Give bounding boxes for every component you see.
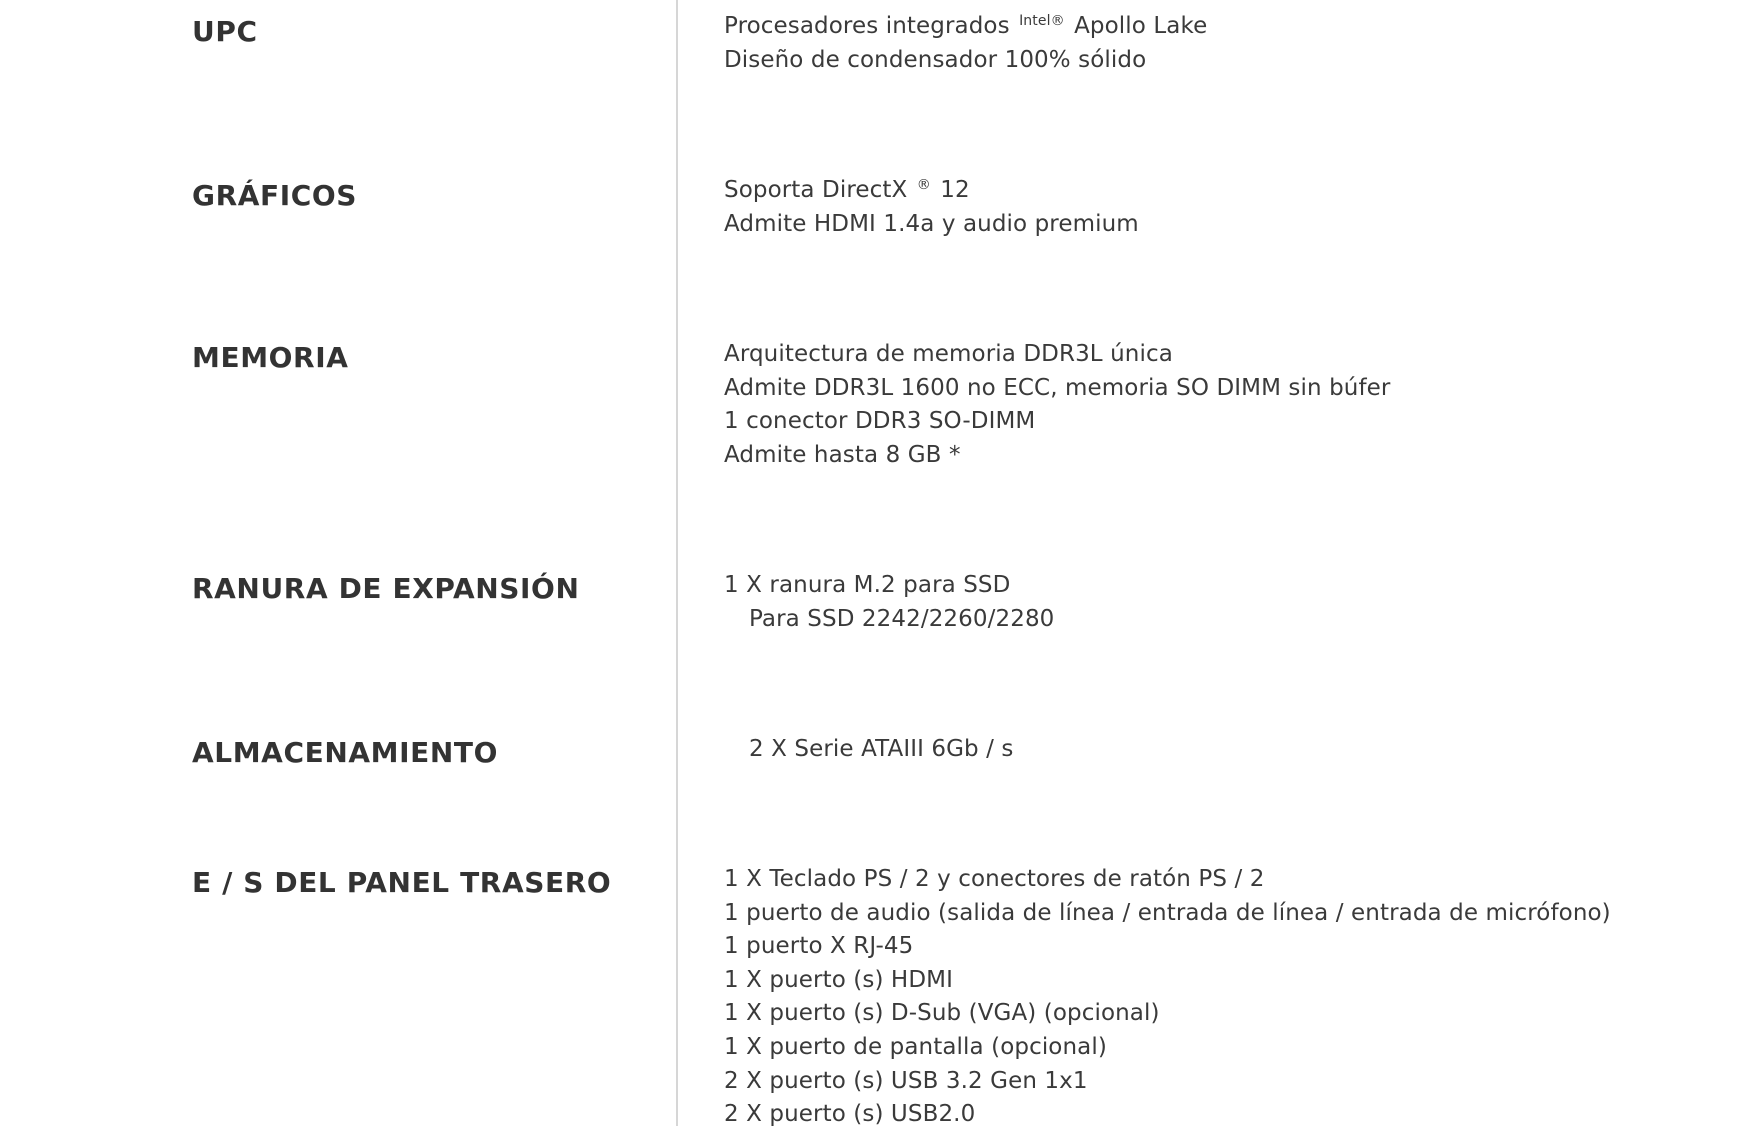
spec-label: UPC bbox=[192, 15, 258, 48]
spec-text: Apollo Lake bbox=[1066, 13, 1208, 39]
spec-line: 1 puerto de audio (salida de línea / entrada de línea / entrada de micrófono) bbox=[724, 899, 1611, 926]
spec-line: 2 X Serie ATAIII 6Gb / s bbox=[749, 736, 1014, 762]
spec-line: Arquitectura de memoria DDR3L única bbox=[724, 341, 1173, 367]
spec-lines bbox=[724, 863, 1611, 1132]
spec-line: 2 X puerto (s) USB 3.2 Gen 1x1 bbox=[724, 1067, 1088, 1094]
spec-line: 2 X puerto (s) USB2.0 bbox=[724, 1101, 976, 1128]
spec-lines bbox=[724, 10, 1207, 77]
spec-line: 1 X Teclado PS / 2 y conectores de ratón PS / 2 bbox=[724, 866, 1265, 892]
spec-lines bbox=[724, 338, 1390, 472]
spec-line bbox=[724, 10, 1207, 44]
column-divider bbox=[676, 0, 678, 1126]
spec-line: Diseño de condensador 100% sólido bbox=[724, 46, 1147, 73]
spec-line: 1 puerto X RJ-45 bbox=[724, 933, 914, 960]
spec-label: E / S DEL PANEL TRASERO bbox=[192, 866, 612, 899]
spec-lines bbox=[724, 174, 1139, 241]
spec-label: GRÁFICOS bbox=[192, 179, 358, 212]
spec-text: 12 bbox=[932, 177, 970, 203]
trademark-superscript: Intel® bbox=[1019, 13, 1065, 29]
spec-line: Admite hasta 8 GB * bbox=[724, 441, 961, 468]
spec-line: 1 X puerto (s) D-Sub (VGA) (opcional) bbox=[724, 1000, 1160, 1027]
spec-lines bbox=[724, 733, 1014, 767]
spec-label: RANURA DE EXPANSIÓN bbox=[192, 572, 580, 605]
spec-label: ALMACENAMIENTO bbox=[192, 736, 498, 769]
spec-label: MEMORIA bbox=[192, 341, 349, 374]
spec-lines bbox=[724, 569, 1054, 636]
spec-text: Procesadores integrados bbox=[724, 13, 1018, 39]
spec-line: 1 X puerto (s) HDMI bbox=[724, 966, 953, 993]
spec-line: Admite HDMI 1.4a y audio premium bbox=[724, 210, 1139, 237]
spec-line: 1 conector DDR3 SO-DIMM bbox=[724, 408, 1036, 435]
spec-line: 1 X puerto de pantalla (opcional) bbox=[724, 1033, 1107, 1060]
spec-line bbox=[724, 174, 1139, 208]
trademark-superscript: ® bbox=[916, 177, 931, 193]
spec-line: Admite DDR3L 1600 no ECC, memoria SO DIMM sin búfer bbox=[724, 374, 1391, 401]
spec-line: Para SSD 2242/2260/2280 bbox=[749, 605, 1055, 632]
spec-text: Soporta DirectX bbox=[724, 177, 915, 203]
spec-line: 1 X ranura M.2 para SSD bbox=[724, 572, 1011, 598]
